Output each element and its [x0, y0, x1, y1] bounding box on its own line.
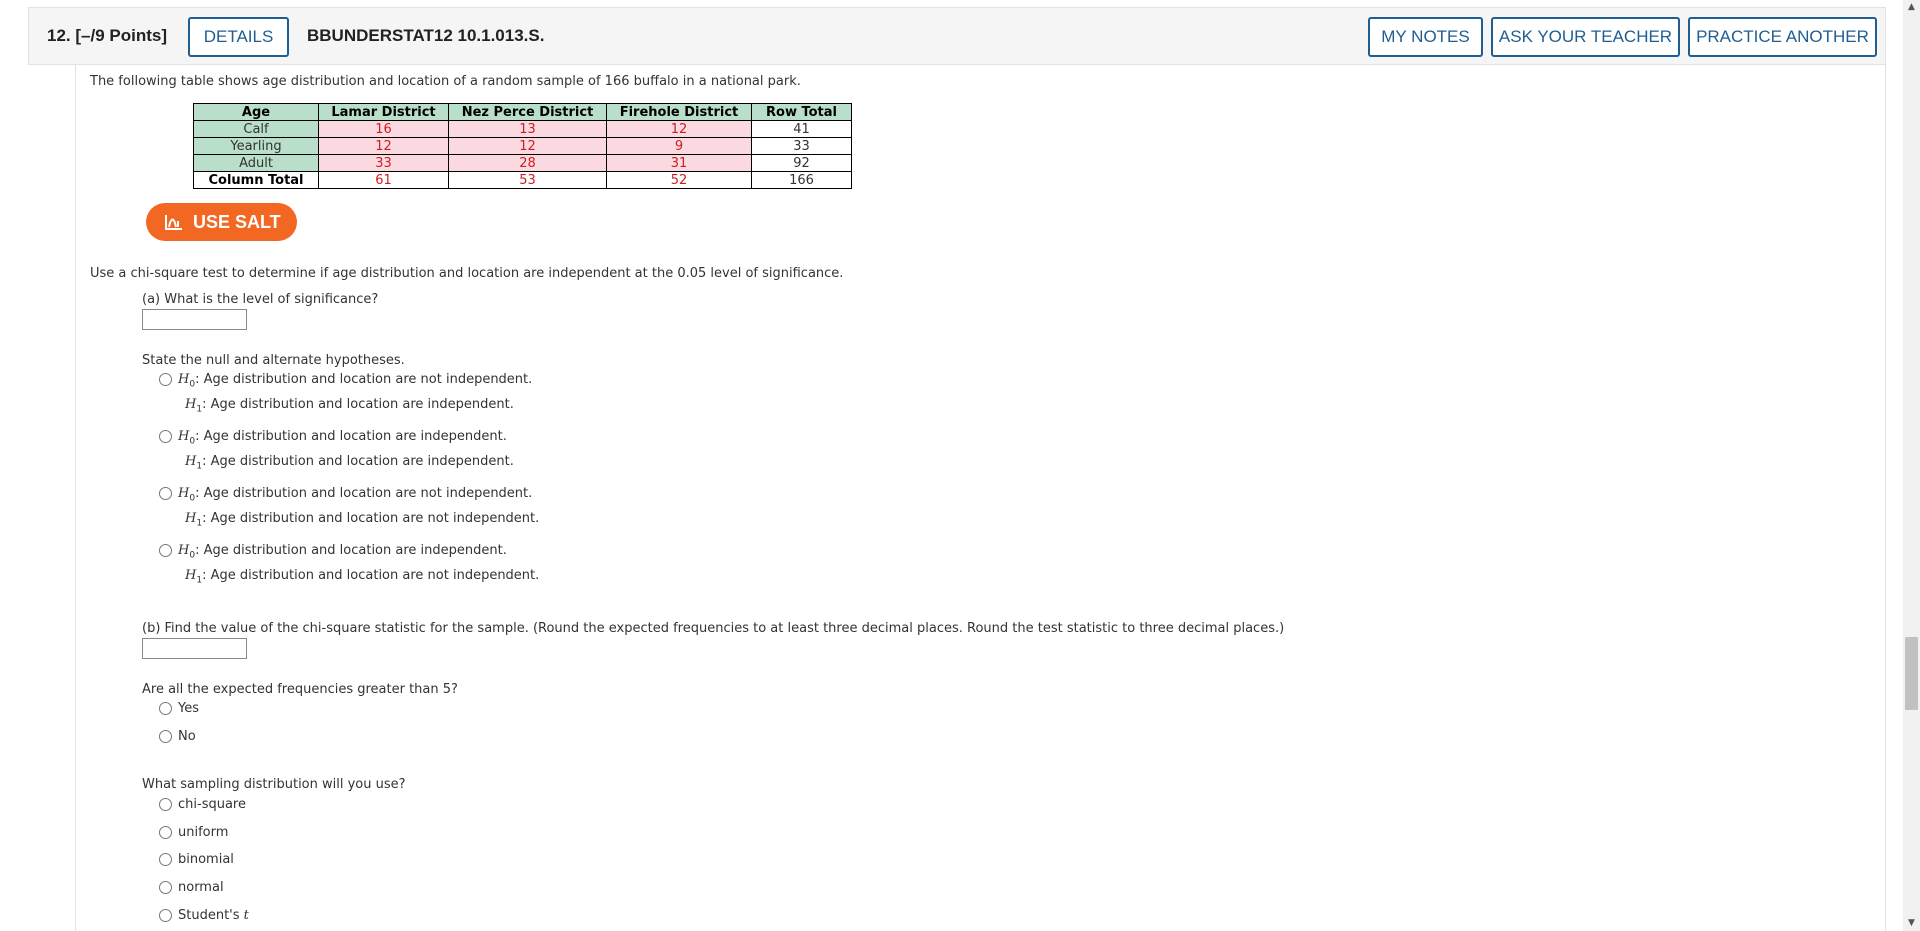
sampling-chi-square-radio[interactable] [159, 798, 172, 811]
hypothesis-4-h0: $H_0$: Age distribution and location are independent. [178, 543, 507, 561]
data-table [193, 103, 852, 189]
hypothesis-radio-1[interactable] [159, 373, 172, 386]
table-header: Nez Perce District [449, 104, 607, 121]
significance-input[interactable] [142, 309, 247, 330]
hypothesis-4-h1: $H_1$: Age distribution and location are not independent. [185, 568, 540, 586]
salt-icon [164, 213, 184, 231]
sampling-prompt: What sampling distribution will you use? [142, 777, 406, 792]
hypothesis-radio-2[interactable] [159, 430, 172, 443]
hypothesis-1-h0: $H_0$: Age distribution and location are not independent. [178, 372, 533, 390]
instruction-text: Use a chi-square test to determine if age distribution and location are independent at the 0.05 level of significance. [90, 266, 844, 281]
scrollbar-thumb[interactable] [1905, 637, 1918, 710]
table-cell: 53 [449, 172, 607, 189]
table-row [194, 138, 852, 155]
table-row [194, 155, 852, 172]
table-cell: 31 [607, 155, 752, 172]
use-salt-button[interactable] [146, 203, 297, 241]
hypothesis-2-h1: $H_1$: Age distribution and location are independent. [185, 454, 514, 472]
practice-another-button[interactable]: PRACTICE ANOTHER [1688, 17, 1877, 57]
question-header [28, 7, 1886, 65]
details-button[interactable]: DETAILS [188, 17, 289, 57]
table-header: Firehole District [607, 104, 752, 121]
scroll-up-arrow-icon[interactable]: ▲ [1908, 2, 1915, 12]
intro-text: The following table shows age distribution and location of a random sample of 166 buffalo in a national park. [90, 74, 801, 89]
table-cell: Yearling [194, 138, 319, 155]
table-header-row [194, 104, 852, 121]
table-cell: 9 [607, 138, 752, 155]
hypothesis-3-h1: $H_1$: Age distribution and location are not independent. [185, 511, 540, 529]
table-row [194, 121, 852, 138]
expected-yes-radio[interactable] [159, 702, 172, 715]
scrollbar[interactable] [1903, 0, 1920, 931]
table-cell: 28 [449, 155, 607, 172]
sampling-uniform-radio[interactable] [159, 826, 172, 839]
question-code: BBUNDERSTAT12 10.1.013.S. [307, 26, 545, 45]
table-cell: Adult [194, 155, 319, 172]
chi-square-input[interactable] [142, 638, 247, 659]
scroll-down-arrow-icon[interactable]: ▼ [1908, 918, 1915, 928]
expected-prompt: Are all the expected frequencies greater than 5? [142, 682, 458, 697]
table-cell: 16 [319, 121, 449, 138]
table-header: Age [194, 104, 319, 121]
sampling-student-t-radio[interactable] [159, 909, 172, 922]
hypotheses-prompt: State the null and alternate hypotheses. [142, 353, 405, 368]
hypothesis-radio-4[interactable] [159, 544, 172, 557]
sampling-option-label: normal [178, 880, 224, 895]
use-salt-label: USE SALT [193, 211, 281, 232]
table-cell: 41 [752, 121, 852, 138]
table-cell: 12 [607, 121, 752, 138]
table-cell: 12 [449, 138, 607, 155]
table-cell: Calf [194, 121, 319, 138]
table-cell: 33 [752, 138, 852, 155]
table-cell: 52 [607, 172, 752, 189]
hypothesis-radio-3[interactable] [159, 487, 172, 500]
ask-your-teacher-button[interactable]: ASK YOUR TEACHER [1491, 17, 1680, 57]
table-cell: 92 [752, 155, 852, 172]
sampling-binomial-radio[interactable] [159, 853, 172, 866]
expected-no-radio[interactable] [159, 730, 172, 743]
table-cell: 33 [319, 155, 449, 172]
part-b-question: (b) Find the value of the chi-square statistic for the sample. (Round the expected frequencies to at least three decimal places. Round the test statistic to three decimal places.) [142, 621, 1285, 636]
expected-yes-label: Yes [178, 701, 199, 716]
table-header: Row Total [752, 104, 852, 121]
table-cell: 12 [319, 138, 449, 155]
sampling-option-label: binomial [178, 852, 234, 867]
expected-no-label: No [178, 729, 196, 744]
table-cell: 166 [752, 172, 852, 189]
part-a-question: (a) What is the level of significance? [142, 292, 379, 307]
table-cell: 13 [449, 121, 607, 138]
sampling-option-label: chi-square [178, 797, 246, 812]
sampling-normal-radio[interactable] [159, 881, 172, 894]
hypothesis-1-h1: $H_1$: Age distribution and location are independent. [185, 397, 514, 415]
my-notes-button[interactable]: MY NOTES [1368, 17, 1483, 57]
table-header: Lamar District [319, 104, 449, 121]
hypothesis-2-h0: $H_0$: Age distribution and location are independent. [178, 429, 507, 447]
hypothesis-3-h0: $H_0$: Age distribution and location are not independent. [178, 486, 533, 504]
sampling-option-label: Student's t [178, 908, 249, 923]
table-cell: Column Total [194, 172, 319, 189]
question-number: 12. [–/9 Points] [47, 26, 167, 45]
table-cell: 61 [319, 172, 449, 189]
sampling-option-label: uniform [178, 825, 229, 840]
table-total-row [194, 172, 852, 189]
